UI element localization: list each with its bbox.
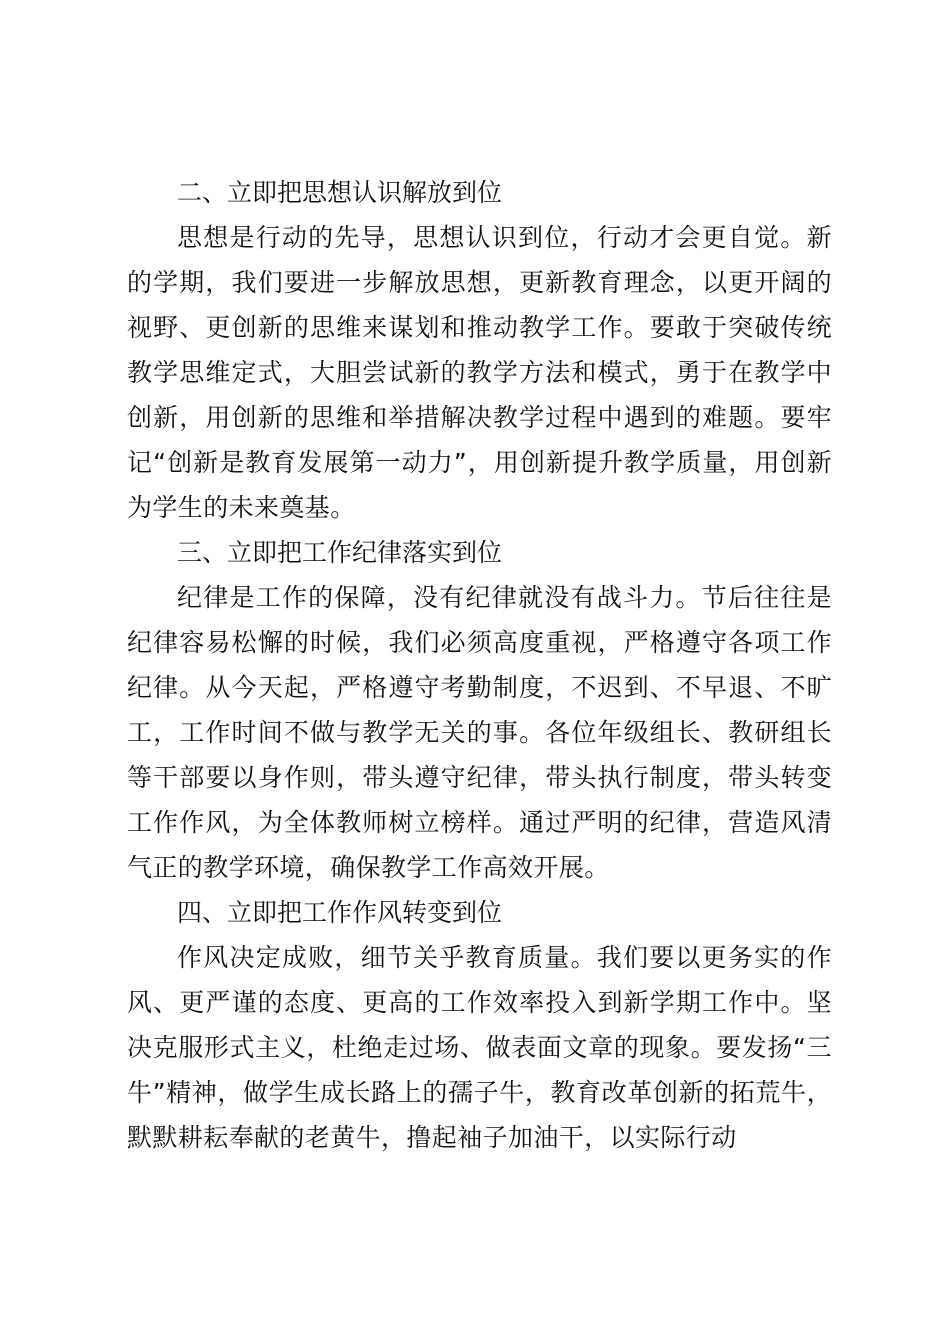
document-page xyxy=(127,170,832,1160)
section-2 xyxy=(127,170,832,530)
section-heading: 二、立即把思想认识解放到位 xyxy=(177,178,503,207)
section-paragraph: 思想是行动的先导，思想认识到位，行动才会更自觉。新的学期，我们要进一步解放思想，更新教育理念，以更开阔的视野、更创新的思维来谋划和推动教学工作。要敢于突破传统教学思维定式，大胆尝试新的教学方法和模式，勇于在教学中创新，用创新的思维和举措解决教学过程中遇到的难题。要牢记“创新是教育发展第一动力”，用创新提升教学质量，用创新为学生的未来奠基。 xyxy=(127,223,832,522)
section-heading: 三、立即把工作纪律落实到位 xyxy=(177,538,503,567)
section-heading: 四、立即把工作作风转变到位 xyxy=(177,898,503,927)
section-paragraph: 纪律是工作的保障，没有纪律就没有战斗力。节后往往是纪律容易松懈的时候，我们必须高度重视，严格遵守各项工作纪律。从今天起，严格遵守考勤制度，不迟到、不早退、不旷工，工作时间不做与教学无关的事。各位年级组长、教研组长等干部要以身作则，带头遵守纪律，带头执行制度，带头转变工作作风，为全体教师树立榜样。通过严明的纪律，营造风清气正的教学环境，确保教学工作高效开展。 xyxy=(127,583,832,882)
section-3 xyxy=(127,530,832,890)
section-4 xyxy=(127,890,832,1160)
section-paragraph: 作风决定成败，细节关乎教育质量。我们要以更务实的作风、更严谨的态度、更高的工作效率投入到新学期工作中。坚决克服形式主义，杜绝走过场、做表面文章的现象。要发扬“三牛”精神，做学生成长路上的孺子牛，教育改革创新的拓荒牛，默默耕耘奉献的老黄牛，撸起袖子加油干，以实际行动 xyxy=(127,943,832,1152)
